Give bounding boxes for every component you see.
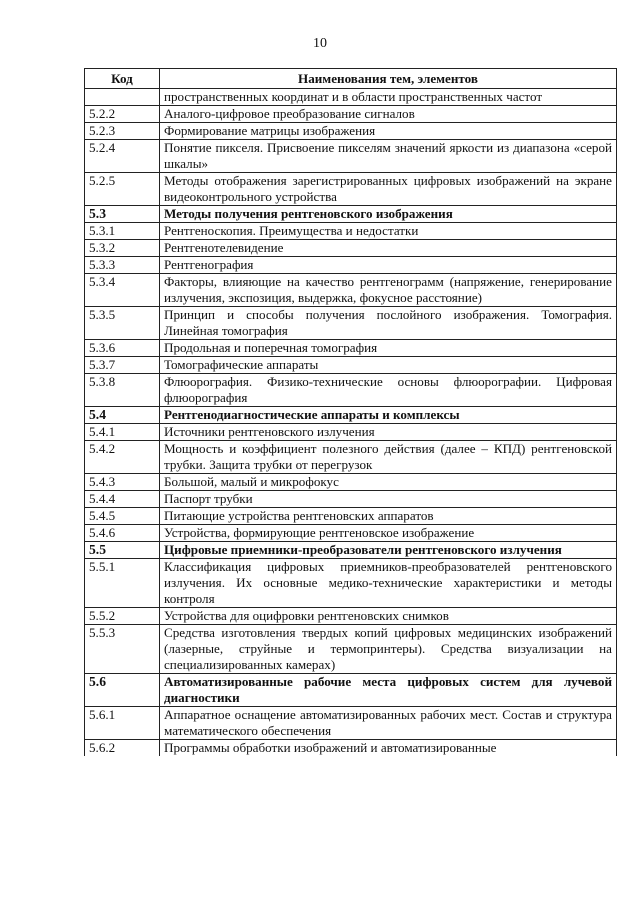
table-row — [85, 424, 617, 441]
row-name: Классификация цифровых приемников-преобразователей рентгеновского излучения. Их основные медико-технические характеристики и методы контроля — [160, 559, 617, 608]
row-name: Питающие устройства рентгеновских аппаратов — [160, 508, 617, 525]
row-code: 5.5.2 — [85, 608, 160, 625]
row-name: Средства изготовления твердых копий цифровых медицинских изображений (лазерные, струйные и термопринтеры). Средства визуализации на специализированных камерах) — [160, 625, 617, 674]
row-name: Устройства, формирующие рентгеновское изображение — [160, 525, 617, 542]
row-code: 5.4.6 — [85, 525, 160, 542]
row-code: 5.3.6 — [85, 340, 160, 357]
table-row — [85, 106, 617, 123]
header-code: Код — [85, 69, 160, 89]
row-name: Большой, малый и микрофокус — [160, 474, 617, 491]
table-row — [85, 206, 617, 223]
table-row — [85, 608, 617, 625]
row-name: Формирование матрицы изображения — [160, 123, 617, 140]
row-name: Томографические аппараты — [160, 357, 617, 374]
row-name: Факторы, влияющие на качество рентгенограмм (напряжение, генерирование излучения, экспозиция, выдержка, фокусное расстояние) — [160, 274, 617, 307]
row-code: 5.3.5 — [85, 307, 160, 340]
row-code: 5.5.3 — [85, 625, 160, 674]
table-row — [85, 707, 617, 740]
row-name: Устройства для оцифровки рентгеновских снимков — [160, 608, 617, 625]
row-code — [85, 89, 160, 106]
row-code: 5.4.4 — [85, 491, 160, 508]
table-row — [85, 173, 617, 206]
table-row — [85, 559, 617, 608]
table-row — [85, 257, 617, 274]
row-name: Мощность и коэффициент полезного действия (далее – КПД) рентгеновской трубки. Защита трубки от перегрузок — [160, 441, 617, 474]
row-code: 5.2.3 — [85, 123, 160, 140]
row-code: 5.4.2 — [85, 441, 160, 474]
row-code: 5.4 — [85, 407, 160, 424]
row-code: 5.3.3 — [85, 257, 160, 274]
row-name: Паспорт трубки — [160, 491, 617, 508]
row-code: 5.6 — [85, 674, 160, 707]
table-row — [85, 123, 617, 140]
header-name: Наименования тем, элементов — [160, 69, 617, 89]
row-code: 5.5.1 — [85, 559, 160, 608]
row-code: 5.3.1 — [85, 223, 160, 240]
row-code: 5.3.2 — [85, 240, 160, 257]
row-name: Понятие пикселя. Присвоение пикселям значений яркости из диапазона «серой шкалы» — [160, 140, 617, 173]
row-name: пространственных координат и в области пространственных частот — [160, 89, 617, 106]
row-name: Аналого-цифровое преобразование сигналов — [160, 106, 617, 123]
row-name: Цифровые приемники-преобразователи рентгеновского излучения — [160, 542, 617, 559]
row-name: Аппаратное оснащение автоматизированных рабочих мест. Состав и структура математического обеспечения — [160, 707, 617, 740]
table-row — [85, 89, 617, 106]
row-code: 5.4.1 — [85, 424, 160, 441]
row-code: 5.3.4 — [85, 274, 160, 307]
table-row — [85, 140, 617, 173]
page-number: 10 — [313, 36, 327, 51]
table-row — [85, 441, 617, 474]
row-name: Рентгенография — [160, 257, 617, 274]
row-code: 5.5 — [85, 542, 160, 559]
row-name: Программы обработки изображений и автоматизированные — [160, 740, 617, 757]
row-name: Продольная и поперечная томография — [160, 340, 617, 357]
table-row — [85, 674, 617, 707]
table-body — [85, 89, 617, 757]
row-code: 5.6.1 — [85, 707, 160, 740]
row-code: 5.2.2 — [85, 106, 160, 123]
table-row — [85, 542, 617, 559]
row-code: 5.3 — [85, 206, 160, 223]
table-row — [85, 508, 617, 525]
row-code: 5.3.8 — [85, 374, 160, 407]
row-name: Рентгенотелевидение — [160, 240, 617, 257]
topics-table — [84, 68, 617, 756]
table-row — [85, 625, 617, 674]
table-row — [85, 491, 617, 508]
table-row — [85, 274, 617, 307]
table-row — [85, 307, 617, 340]
table-row — [85, 340, 617, 357]
table-row — [85, 525, 617, 542]
row-code: 5.2.5 — [85, 173, 160, 206]
row-code: 5.6.2 — [85, 740, 160, 757]
row-code: 5.4.3 — [85, 474, 160, 491]
row-name: Методы получения рентгеновского изображения — [160, 206, 617, 223]
table-row — [85, 374, 617, 407]
table-row — [85, 357, 617, 374]
table-row — [85, 407, 617, 424]
row-name: Методы отображения зарегистрированных цифровых изображений на экране видеоконтрольного устройства — [160, 173, 617, 206]
row-name: Источники рентгеновского излучения — [160, 424, 617, 441]
row-name: Рентгенодиагностические аппараты и комплексы — [160, 407, 617, 424]
row-name: Автоматизированные рабочие места цифровых систем для лучевой диагностики — [160, 674, 617, 707]
table-row — [85, 474, 617, 491]
table-row — [85, 223, 617, 240]
row-code: 5.3.7 — [85, 357, 160, 374]
row-code: 5.4.5 — [85, 508, 160, 525]
row-code: 5.2.4 — [85, 140, 160, 173]
row-name: Флюорография. Физико-технические основы флюорографии. Цифровая флюорография — [160, 374, 617, 407]
table-row — [85, 740, 617, 757]
table-header-row — [85, 69, 617, 89]
table-row — [85, 240, 617, 257]
row-name: Рентгеноскопия. Преимущества и недостатки — [160, 223, 617, 240]
row-name: Принцип и способы получения послойного изображения. Томография. Линейная томография — [160, 307, 617, 340]
